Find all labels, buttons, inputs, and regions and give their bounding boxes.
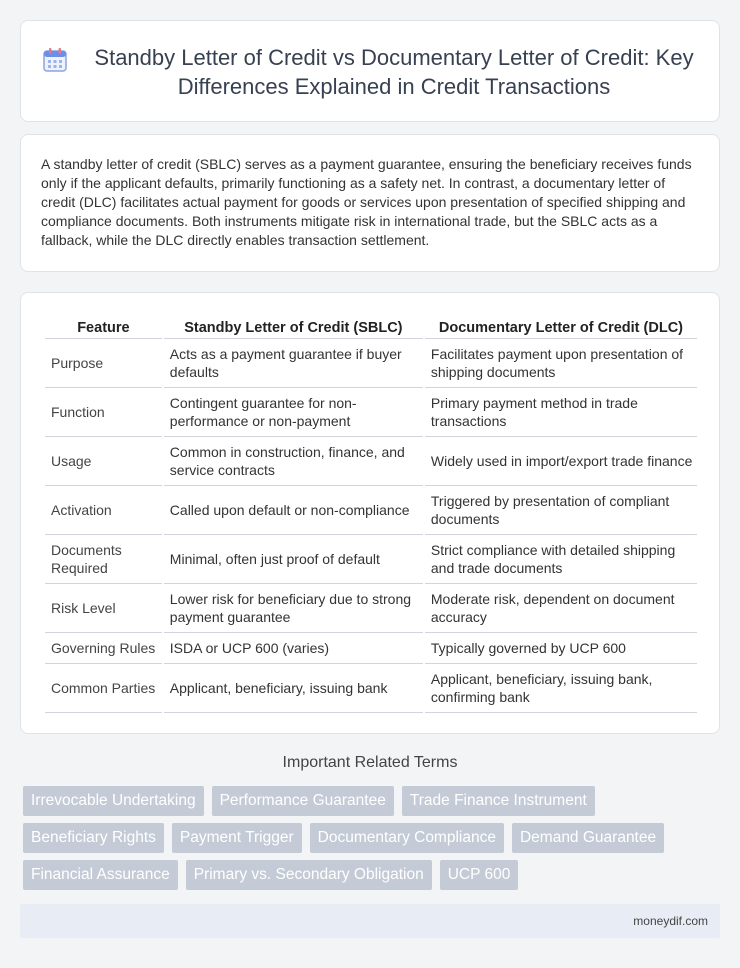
dlc-cell: Applicant, beneficiary, issuing bank, confirming bank [425,664,697,713]
feature-cell: Documents Required [45,535,162,584]
table-row [45,664,697,713]
feature-cell: Function [45,388,162,437]
comparison-card [20,292,720,734]
table-row [45,584,697,633]
sblc-cell: Acts as a payment guarantee if buyer defaults [164,339,423,388]
header-sblc: Standby Letter of Credit (SBLC) [164,315,423,339]
footer-site[interactable]: moneydif.com [633,914,708,928]
table-row [45,535,697,584]
footer [20,904,720,938]
table-row [45,339,697,388]
sblc-cell: Minimal, often just proof of default [164,535,423,584]
dlc-cell: Facilitates payment upon presentation of shipping documents [425,339,697,388]
header-dlc: Documentary Letter of Credit (DLC) [425,315,697,339]
related-terms-heading: Important Related Terms [282,754,458,771]
dlc-cell: Primary payment method in trade transactions [425,388,697,437]
dlc-cell: Widely used in import/export trade finance [425,437,697,486]
dlc-cell: Moderate risk, dependent on document accuracy [425,584,697,633]
related-term-tag[interactable]: Financial Assurance [23,860,178,890]
sblc-cell: ISDA or UCP 600 (varies) [164,633,423,664]
calendar-icon [41,46,69,74]
related-terms-list [23,786,723,890]
title-card [20,20,720,122]
intro-card [20,134,720,272]
feature-cell: Purpose [45,339,162,388]
sblc-cell: Called upon default or non-compliance [164,486,423,535]
dlc-cell: Typically governed by UCP 600 [425,633,697,664]
related-term-tag[interactable]: Beneficiary Rights [23,823,164,853]
table-row [45,486,697,535]
feature-cell: Usage [45,437,162,486]
related-term-tag[interactable]: Primary vs. Secondary Obligation [186,860,432,890]
sblc-cell: Lower risk for beneficiary due to strong payment guarantee [164,584,423,633]
header-feature: Feature [45,315,162,339]
related-term-tag[interactable]: Documentary Compliance [310,823,504,853]
related-term-tag[interactable]: Irrevocable Undertaking [23,786,204,816]
related-term-tag[interactable]: Trade Finance Instrument [402,786,595,816]
feature-cell: Common Parties [45,664,162,713]
related-term-tag[interactable]: Demand Guarantee [512,823,664,853]
related-term-tag[interactable]: Payment Trigger [172,823,302,853]
intro-paragraph: A standby letter of credit (SBLC) serves as a payment guarantee, ensuring the beneficiary receives funds only if the applicant defaults, primarily functioning as a safety net. In contrast, a documentary letter of credit (DLC) facilitates actual payment for goods or services upon presentation of specified shipping and compliance documents. Both instruments mitigate risk in international trade, but the SBLC acts as a fallback, while the DLC directly enables transaction settlement. [41,156,692,248]
table-row [45,437,697,486]
table-header-row [45,315,697,339]
sblc-cell: Common in construction, finance, and service contracts [164,437,423,486]
sblc-cell: Applicant, beneficiary, issuing bank [164,664,423,713]
comparison-table [43,315,699,713]
dlc-cell: Strict compliance with detailed shipping and trade documents [425,535,697,584]
feature-cell: Activation [45,486,162,535]
table-row [45,388,697,437]
table-row [45,633,697,664]
related-term-tag[interactable]: Performance Guarantee [212,786,394,816]
sblc-cell: Contingent guarantee for non-performance or non-payment [164,388,423,437]
feature-cell: Governing Rules [45,633,162,664]
dlc-cell: Triggered by presentation of compliant documents [425,486,697,535]
page-title: Standby Letter of Credit vs Documentary Letter of Credit: Key Differences Explained in Credit Transactions [94,45,694,99]
feature-cell: Risk Level [45,584,162,633]
related-term-tag[interactable]: UCP 600 [440,860,519,890]
